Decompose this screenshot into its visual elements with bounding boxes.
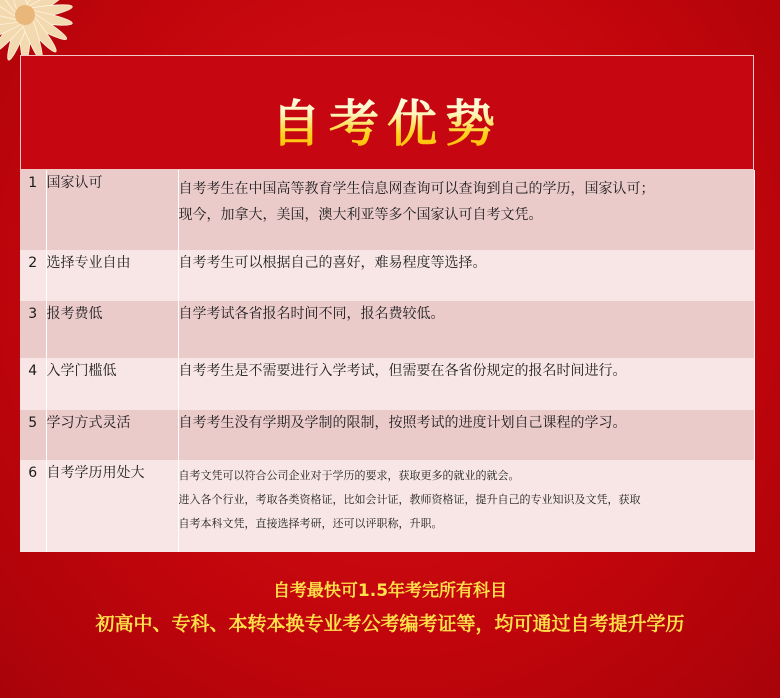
desc-line: 自考考生没有学期及学制的限制，按照考试的进度计划自己课程的学习。: [178, 415, 627, 431]
row-description: [178, 250, 754, 301]
row-title: 报考费低: [46, 301, 178, 358]
row-title: 入学门槛低: [46, 358, 178, 410]
table-row: [20, 250, 754, 301]
footer-highlight: 自考最快可1.5年考完所有科目: [272, 581, 508, 601]
table-row: [20, 170, 754, 250]
desc-line: 自考考生在中国高等教育学生信息网查询可以查询到自己的学历，国家认可；: [178, 181, 655, 197]
row-description: [178, 460, 754, 552]
footer-subtext: 初高中、专科、本转本换专业考公考编考证等，均可通过自考提升学历: [95, 613, 685, 635]
row-number: 1: [20, 170, 46, 250]
desc-line: 自考考生可以根据自己的喜好，难易程度等选择。: [178, 255, 487, 271]
row-number: 3: [20, 301, 46, 358]
table-row: [20, 460, 754, 552]
row-title: 国家认可: [46, 170, 178, 250]
desc-line: 自考文凭可以符合公司企业对于学历的要求，获取更多的就业的就会。: [178, 469, 520, 482]
desc-line: 进入各个行业，考取各类资格证，比如会计证，教师资格证，提升自己的专业知识及文凭，获取: [178, 493, 641, 506]
desc-line: 自学考试各省报名时间不同，报名费较低。: [178, 306, 445, 322]
advantages-table: [20, 170, 755, 552]
row-number: 6: [20, 460, 46, 552]
row-number: 5: [20, 410, 46, 460]
table-row: [20, 301, 754, 358]
row-description: [178, 301, 754, 358]
desc-line: 自考考生是不需要进行入学考试，但需要在各省份规定的报名时间进行。: [178, 363, 627, 379]
row-title: 学习方式灵活: [46, 410, 178, 460]
title-banner: [20, 55, 754, 170]
desc-line: 自考本科文凭，直接选择考研，还可以评职称，升职。: [178, 517, 443, 530]
row-number: 2: [20, 250, 46, 301]
table-row: [20, 358, 754, 410]
table-row: [20, 410, 754, 460]
page-title: 自考优势: [21, 84, 753, 156]
desc-line: 现今，加拿大，美国，澳大利亚等多个国家认可自考文凭。: [178, 207, 543, 223]
row-title: 选择专业自由: [46, 250, 178, 301]
advantages-panel: [20, 55, 754, 552]
row-description: [178, 410, 754, 460]
row-description: [178, 170, 754, 250]
row-description: [178, 358, 754, 410]
row-number: 4: [20, 358, 46, 410]
row-title: 自考学历用处大: [46, 460, 178, 552]
